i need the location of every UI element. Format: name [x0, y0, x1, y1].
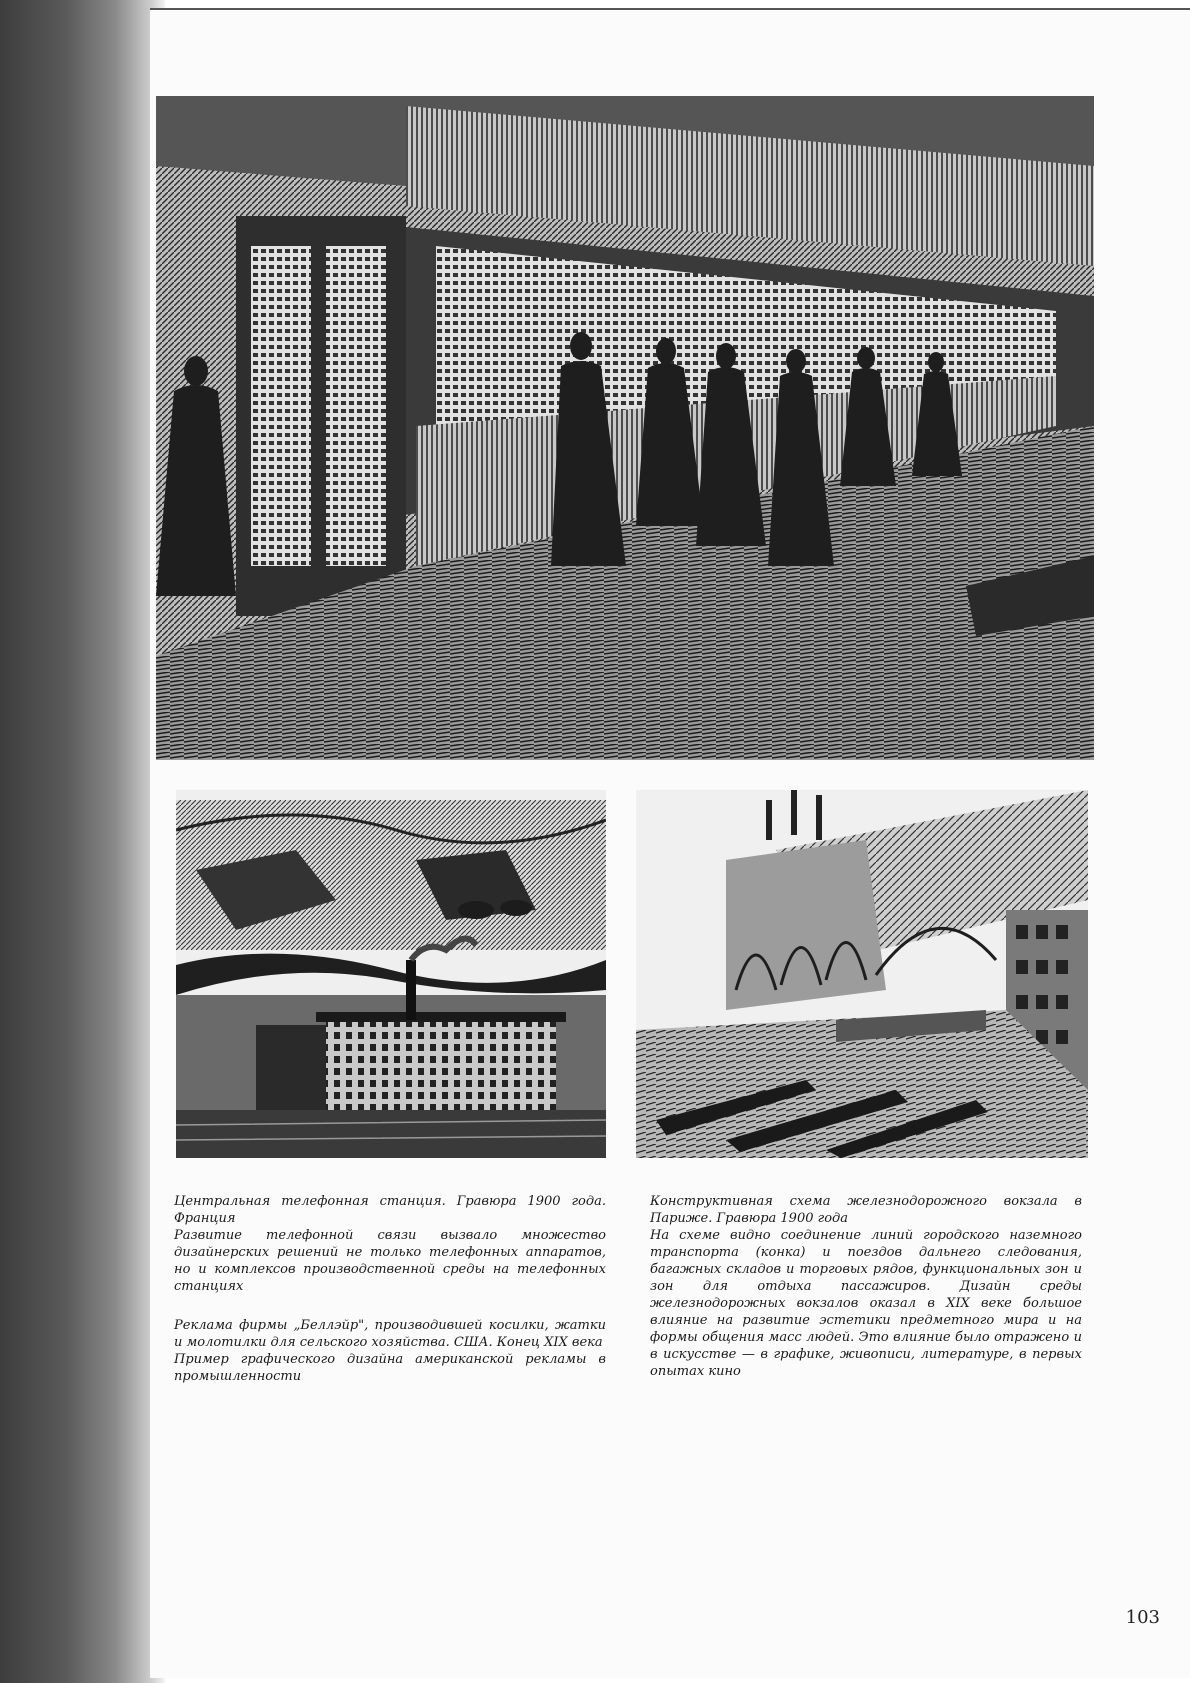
- telephone-station-engraving: [156, 96, 1094, 760]
- telephone-station-caption-title: Центральная телефонная станция. Гравюра 1900 года. Франция: [174, 1194, 606, 1226]
- page-number: 103: [1125, 1607, 1160, 1628]
- bellair-advertisement-engraving: [176, 790, 606, 1158]
- railway-station-caption-text: На схеме видно соединение линий городского наземного транспорта (конка) и поездов дальнего следования, багажных складов и торговых рядов, функциональных зон и зон для отдыха пассажиров. Дизайн среды железнодорожных вокзалов оказал в XIX веке большое влияние на развитие эстетики предметного мира и на формы общения масс людей. Это влияние было отражено и в искусстве — в графике, живописи, литературе, в первых опытах кино: [650, 1228, 1082, 1379]
- book-page: [150, 8, 1190, 1678]
- left-caption-column: [174, 1193, 606, 1385]
- railway-station-caption-title: Конструктивная схема железнодорожного вокзала в Париже. Гравюра 1900 года: [650, 1194, 1082, 1226]
- paris-railway-station-engraving: [636, 790, 1088, 1158]
- bellair-caption-title: Реклама фирмы „Беллэйр", производившей косилки, жатки и молотилки для сельского хозяйства. США. Конец XIX века: [174, 1318, 606, 1350]
- bellair-caption-text: Пример графического дизайна американской рекламы в промышленности: [174, 1352, 606, 1384]
- right-caption-column: [650, 1193, 1082, 1380]
- book-binding-shadow: [0, 0, 165, 1683]
- telephone-station-caption-text: Развитие телефонной связи вызвало множество дизайнерских решений не только телефонных аппаратов, но и комплексов производственной среды на телефонных станциях: [174, 1228, 606, 1294]
